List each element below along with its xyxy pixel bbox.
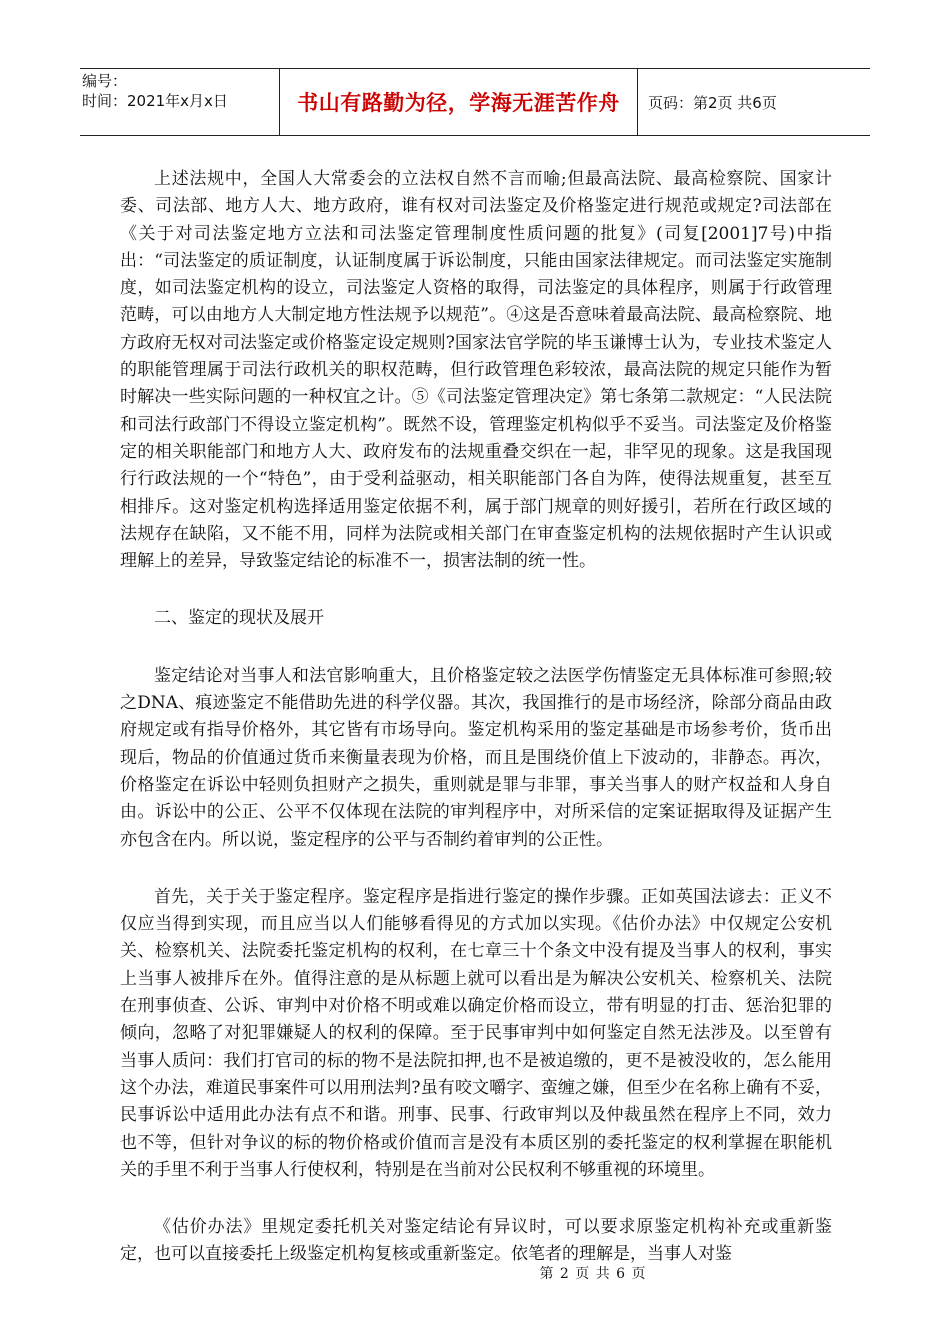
page-footer: 第 2 页 共 6 页 [539, 1266, 647, 1282]
header-meta [80, 69, 280, 135]
header-page-info: 页码：第2页 共6页 [648, 93, 777, 112]
section-heading: 二、鉴定的现状及展开 [154, 608, 324, 629]
body-paragraph: 鉴定结论对当事人和法官影响重大，且价格鉴定较之法医学伤情鉴定无具体标准可参照;较之DNA、痕迹鉴定不能借助先进的科学仪器。其次，我国推行的是市场经济，除部分商品由政府规定或有指导价格外，其它皆有市场导向。鉴定机构采用的鉴定基础是市场参考价，货币出现后，物品的价值通过货币来衡量表现为价格，而且是围绕价值上下波动的，非静态。再次，价格鉴定在诉讼中轻则负担财产之损失，重则就是罪与非罪，事关当事人的财产权益和人身自由。诉讼中的公正、公平不仅体现在法院的审判程序中，对所采信的定案证据取得及证据产生亦包含在内。所以说，鉴定程序的公平与否制约着审判的公正性。 [120, 665, 832, 850]
document-body [120, 166, 832, 1269]
body-paragraph: 《估价办法》里规定委托机关对鉴定结论有异议时，可以要求原鉴定机构补充或重新鉴定，也可以直接委托上级鉴定机构复核或重新鉴定。依笔者的理解是，当事人对鉴 [120, 1217, 832, 1265]
header-motto: 书山有路勤为径，学海无涯苦作舟 [280, 69, 638, 135]
page-header [80, 68, 870, 136]
document-number-label: 编号： [82, 72, 128, 90]
body-paragraph: 首先，关于关于鉴定程序。鉴定程序是指进行鉴定的操作步骤。正如英国法谚去：正义不仅应当得到实现，而且应当以人们能够看得见的方式加以实现。《估价办法》中仅规定公安机关、检察机关、法院委托鉴定机构的权利，在七章三十个条文中没有提及当事人的权利，事实上当事人被排斥在外。值得注意的是从标题上就可以看出是为解决公安机关、检察机关、法院在刑事侦查、公诉、审判中对价格不明或难以确定价格而设立，带有明显的打击、惩治犯罪的倾向，忽略了对犯罪嫌疑人的权利的保障。至于民事审判中如何鉴定自然无法涉及。以至曾有当事人质问：我们打官司的标的物不是法院扣押,也不是被追缴的，更不是被没收的，怎么能用这个办法，难道民事案件可以用刑法判?虽有咬文嚼字、蛮缠之嫌，但至少在名称上确有不妥，民事诉讼中适用此办法有点不和谐。刑事、民事、行政审判以及仲裁虽然在程序上不同，效力也不等，但针对争议的标的物价格或价值而言是没有本质区别的委托鉴定的权利掌握在职能机关的手里不利于当事人行使权利，特别是在当前对公民权利不够重视的环境里。 [120, 886, 832, 1180]
document-date-label: 时间：2021年x月x日 [82, 92, 228, 110]
body-paragraph: 上述法规中，全国人大常委会的立法权自然不言而喻;但最高法院、最高检察院、国家计委、司法部、地方人大、地方政府，谁有权对司法鉴定及价格鉴定进行规范或规定?司法部在《关于对司法鉴定地方立法和司法鉴定管理制度性质问题的批复》(司复[2001]7号)中指出：“司法鉴定的质证制度，认证制度属于诉讼制度，只能由国家法律规定。而司法鉴定实施制度，如司法鉴定机构的设立，司法鉴定人资格的取得，司法鉴定的具体程序，则属于行政管理范畴，可以由地方人大制定地方性法规予以规范”。④这是否意味着最高法院、最高检察院、地方政府无权对司法鉴定或价格鉴定设定规则?国家法官学院的毕玉谦博士认为，专业技术鉴定人的职能管理属于司法行政机关的职权范畴，但行政管理色彩较浓，最高法院的规定只能作为暂时解决一些实际问题的一种权宜之计。⑤《司法鉴定管理决定》第七条第二款规定：“人民法院和司法行政部门不得设立鉴定机构”。既然不设，管理鉴定机构似乎不妥当。司法鉴定及价格鉴定的相关职能部门和地方人大、政府发布的法规重叠交织在一起，非罕见的现象。这是我国现行行政法规的一个“特色”，由于受利益驱动，相关职能部门各自为阵，使得法规重复，甚至互相排斥。这对鉴定机构选择适用鉴定依据不利，属于部门规章的则好援引，若所在行政区域的法规存在缺陷，又不能不用，同样为法院或相关部门在审查鉴定机构的法规依据时产生认识或理解上的差异，导致鉴定结论的标准不一，损害法制的统一性。 [120, 169, 832, 572]
